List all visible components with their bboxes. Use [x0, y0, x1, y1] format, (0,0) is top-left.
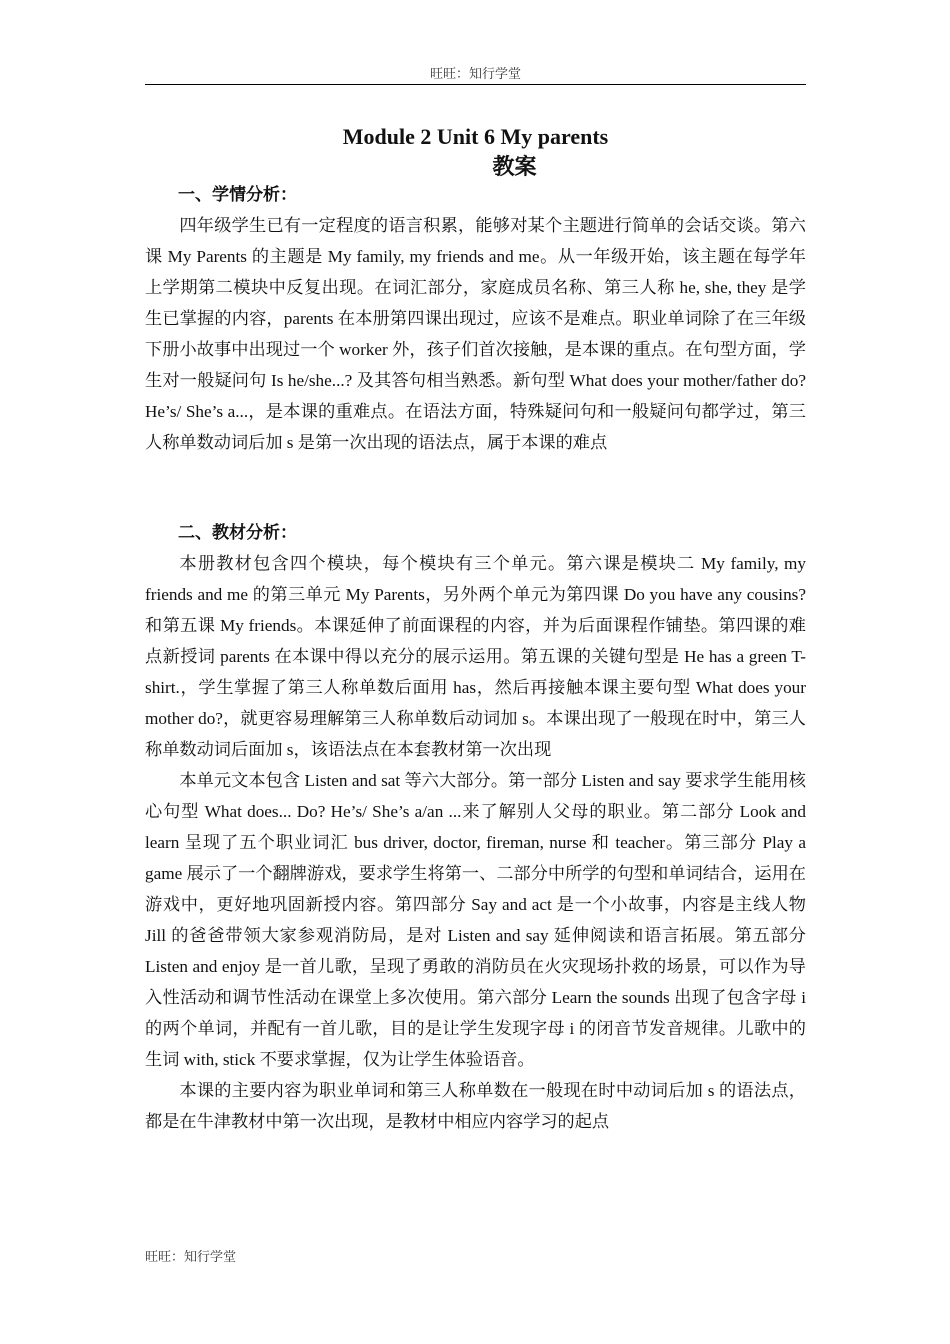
section-student-analysis: [145, 210, 806, 458]
paragraph: 本册教材包含四个模块，每个模块有三个单元。第六课是模块二 My family, my friends and me 的第三单元 My Parents，另外两个单元为第四课 Do you have any cousins?和第五课 My friends。本课延伸了前面课程的内容，并为后面课程作铺垫。第四课的难点新授词 parents 在本课中得以充分的展示运用。第五课的关键句型是 He has a green T-shirt.，学生掌握了第三人称单数后面用 has，然后再接触本课主要句型 What does your mother do?，就更容易理解第三人称单数后动词加 s。本课出现了一般现在时中，第三人称单数动词后面加 s，该语法点在本套教材第一次出现: [145, 554, 806, 759]
page-header: 旺旺：知行学堂: [145, 66, 806, 85]
paragraph: 本课的主要内容为职业单词和第三人称单数在一般现在时中动词后加 s 的语法点，都是在牛津教材中第一次出现，是教材中相应内容学习的起点: [145, 1081, 806, 1131]
document-title-chinese: 教案: [492, 154, 537, 179]
section-textbook-analysis: [145, 548, 806, 1137]
section-heading-student-analysis: 一、学情分析：: [178, 185, 297, 204]
paragraph: 本单元文本包含 Listen and sat 等六大部分。第一部分 Listen and say 要求学生能用核心句型 What does... Do? He’s/ She’s a/an ...来了解别人父母的职业。第二部分 Look and learn 呈现了五个职业词汇 bus driver, doctor, fireman, nurse 和 teacher。第三部分 Play a game 展示了一个翻牌游戏，要求学生将第一、二部分中所学的句型和单词结合，运用在游戏中，更好地巩固新授内容。第四部分 Say and act 是一个小故事，内容是主线人物 Jill 的爸爸带领大家参观消防局，是对 Listen and say 延伸阅读和语言拓展。第五部分 Listen and enjoy 是一首儿歌，呈现了勇敢的消防员在火灾现场扑救的场景，可以作为导入性活动和调节性活动在课堂上多次使用。第六部分 Learn the sounds 出现了包含字母 i 的两个单词，并配有一首儿歌，目的是让学生发现字母 i 的闭音节发音规律。儿歌中的生词 with, stick 不要求掌握，仅为让学生体验语音。: [145, 771, 806, 1069]
document-title-english: Module 2 Unit 6 My parents: [342, 124, 609, 149]
paragraph: 四年级学生已有一定程度的语言积累，能够对某个主题进行简单的会话交谈。第六课 My Parents 的主题是 My family, my friends and me。从一年级开始，该主题在每学年上学期第二模块中反复出现。在词汇部分，家庭成员名称、第三人称 he, she, they 是学生已掌握的内容，parents 在本册第四课出现过，应该不是难点。职业单词除了在三年级下册小故事中出现过一个 worker 外，孩子们首次接触，是本课的重点。在句型方面，学生对一般疑问句 Is he/she...? 及其答句相当熟悉。新句型 What does your mother/father do? He’s/ She’s a...，是本课的重难点。在语法方面，特殊疑问句和一般疑问句都学过，第三人称单数动词后加 s 是第一次出现的语法点，属于本课的难点: [145, 216, 806, 452]
page-footer: 旺旺：知行学堂: [145, 1249, 237, 1264]
section-heading-textbook-analysis: 二、教材分析：: [178, 523, 297, 542]
